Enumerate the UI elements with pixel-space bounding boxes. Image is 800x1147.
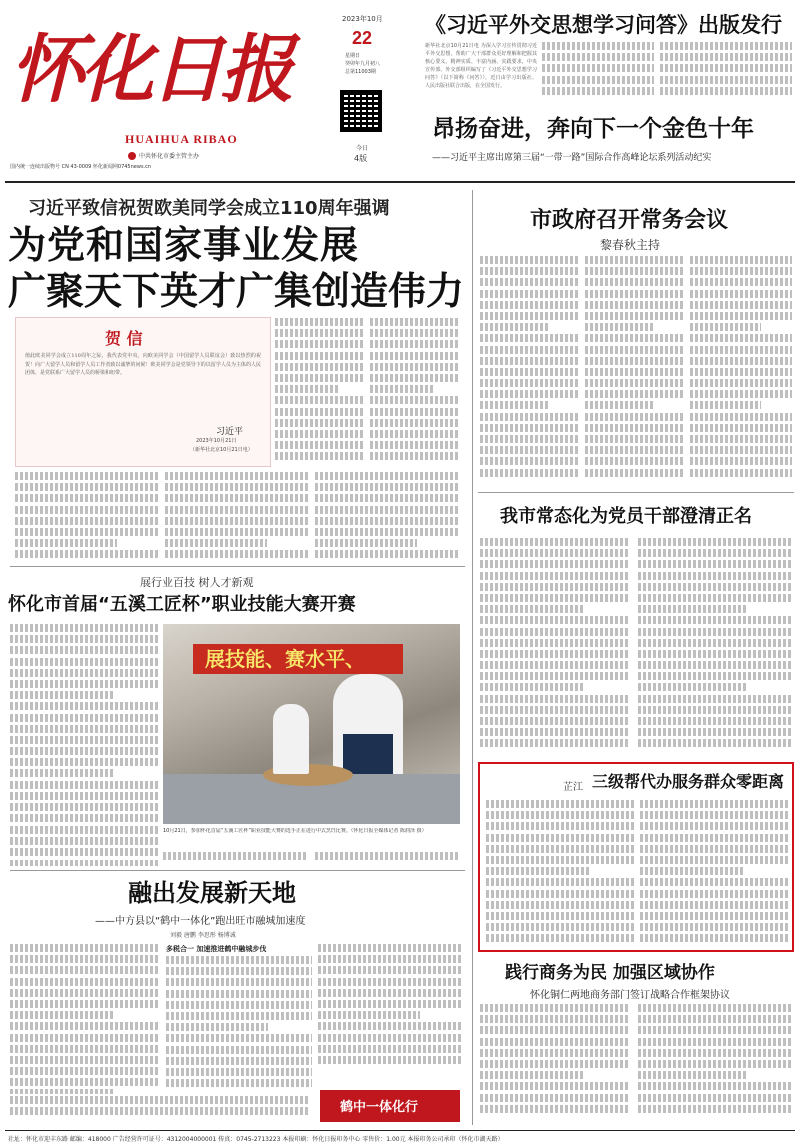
footer-text: 社址：怀化市迎丰东路 邮编：418000 广告经营许可证号：4312004000001 传真：0745-2713223 本报印刷：怀化日报印务中心 零售价：1.00元 本报印务公司承印（怀化市湖天路）	[8, 1136, 504, 1143]
letter-title: 贺 信	[105, 329, 143, 348]
craftsman-body-col4	[315, 852, 460, 868]
chef-figure-2	[273, 704, 309, 774]
issue-day: 22	[352, 28, 373, 48]
craftsman-headline[interactable]: 怀化市首届“五溪工匠杯”职业技能大赛开赛	[8, 594, 356, 615]
today-label: 今日	[356, 145, 369, 152]
integration-col2	[166, 956, 312, 1094]
craftsman-body-col	[10, 624, 158, 824]
top-right-lead: 新华社北京10月21日电 为深入学习宣传贯彻习近平外交思想，帮助广大干部群众更好理解和把握其核心要义、精神实质、丰富内涵、实践要求，中央宣传部、外交部组织编写了《习近平外交思想学习问答》（以下简称《问答》），近日由学习出版社、人民出版社联合出版，在全国发行。	[425, 43, 537, 89]
lead-headline-line1[interactable]: 为党和国家事业发展	[8, 223, 360, 267]
mayor-meeting-headline[interactable]: 市政府召开常务会议	[530, 207, 729, 233]
integration-col3	[318, 944, 463, 1064]
integration-banner[interactable]	[320, 1090, 460, 1122]
integration-banner-text: 鹤中一体化行	[340, 1100, 419, 1115]
top-right-col2	[542, 42, 654, 96]
letter-signature: 习近平	[216, 427, 244, 437]
boxed-col1	[486, 800, 634, 946]
integration-col1	[10, 944, 158, 1094]
craftsman-photo[interactable]	[163, 624, 460, 824]
mayor-col2	[585, 256, 685, 484]
divider-3	[478, 492, 794, 493]
masthead-rule	[5, 181, 795, 183]
today-pages: 4版	[354, 154, 368, 163]
lead-body-col1	[15, 472, 160, 560]
boxed-place: 芷江	[563, 782, 583, 793]
lead-right-col1	[275, 318, 365, 468]
issue-date: 2023年10月	[342, 15, 383, 23]
masthead-title: 怀化日报	[10, 27, 290, 113]
lead-body-col3	[315, 472, 460, 560]
mayor-col1	[480, 256, 580, 484]
divider-2	[10, 870, 465, 871]
integration-headline[interactable]: 融出发展新天地	[128, 878, 296, 907]
mayor-col3	[690, 256, 792, 484]
top-right-headline-2[interactable]: 昂扬奋进，奔向下一个金色十年	[432, 116, 754, 142]
lead-right-col2	[370, 318, 460, 468]
integration-subhead: ——中方县以“鹤中一体化”跑出旺市融城加速度	[95, 916, 306, 927]
cadres-col2	[638, 538, 792, 756]
boxed-headline[interactable]: 三级帮代办服务群众零距离	[592, 772, 785, 791]
trade-headline[interactable]: 践行商务为民 加强区域协作	[505, 963, 715, 983]
integration-byline: 刘毅 唐鹏 李思彤 杨博诚	[170, 932, 236, 939]
trade-col2	[638, 1004, 792, 1124]
masthead-sponsor: 中共怀化市委主管主办	[139, 153, 200, 160]
footer-rule	[5, 1130, 795, 1131]
issue-number: 总第11003期	[345, 69, 376, 75]
craftsman-body-col2	[10, 826, 158, 866]
boxed-col2	[640, 800, 788, 946]
lead-body-col2	[165, 472, 310, 560]
integration-col1b	[10, 1096, 310, 1124]
photo-banner: 展技能、赛水平、	[193, 644, 403, 674]
qr-code-icon[interactable]	[340, 90, 382, 132]
top-right-subhead-2: ——习近平主席出席第三届“一带一路”国际合作高峰论坛系列活动纪实	[432, 153, 712, 163]
mayor-meeting-subhead: 黎春秋主持	[600, 238, 661, 252]
party-emblem-icon	[128, 152, 136, 160]
trade-col1	[480, 1004, 630, 1124]
masthead-pinyin: HUAIHUA RIBAO	[125, 132, 238, 146]
lead-kicker: 习近平致信祝贺欧美同学会成立110周年强调	[28, 198, 390, 219]
craftsman-body-col3	[163, 852, 308, 868]
letter-date: 2023年10月21日	[196, 438, 237, 444]
issue-lunar: 癸卯年九月初八	[345, 61, 381, 67]
craftsman-caption: 10月21日，参加怀化首届“五溪工匠杯”职业技能大赛的选手正在进行中式烹饪比赛。（怀化日报全媒体记者 陈润泽 摄）	[163, 828, 427, 834]
cadres-headline[interactable]: 我市常态化为党员干部澄清正名	[500, 506, 752, 527]
letter-body: 值此欧美同学会成立110周年之际，我代表党中央，向欧美同学会（中国留学人员联谊会）致以热烈的祝贺！向广大留学人员和留学人员工作者致以诚挚的问候！欧美同学会是党领导下的以留学人员为主体的人民团体，是党联系广大留学人员的桥梁和纽带。	[25, 353, 261, 376]
issue-weekday: 星期日	[345, 53, 361, 59]
vertical-rule	[472, 190, 473, 1125]
top-right-headline[interactable]: 《习近平外交思想学习问答》出版发行	[425, 12, 782, 37]
integration-section-title: 多税合一 加速推进鹤中融城步伐	[166, 945, 267, 953]
craftsman-kicker: 展行业百技 树人才新观	[140, 576, 254, 589]
divider-1	[10, 566, 465, 567]
top-right-col3	[660, 42, 792, 96]
letter-note: （新华社北京10月21日电）	[190, 447, 253, 453]
masthead-cn-number: 国内统一连续出版物号 CN 43-0009 怀化新闻网0745news.cn	[10, 164, 152, 170]
trade-subhead: 怀化铜仁两地商务部门签订战略合作框架协议	[530, 990, 730, 1001]
lead-headline-line2[interactable]: 广聚天下英才广集创造伟力	[8, 269, 465, 313]
cadres-col1	[480, 538, 630, 756]
